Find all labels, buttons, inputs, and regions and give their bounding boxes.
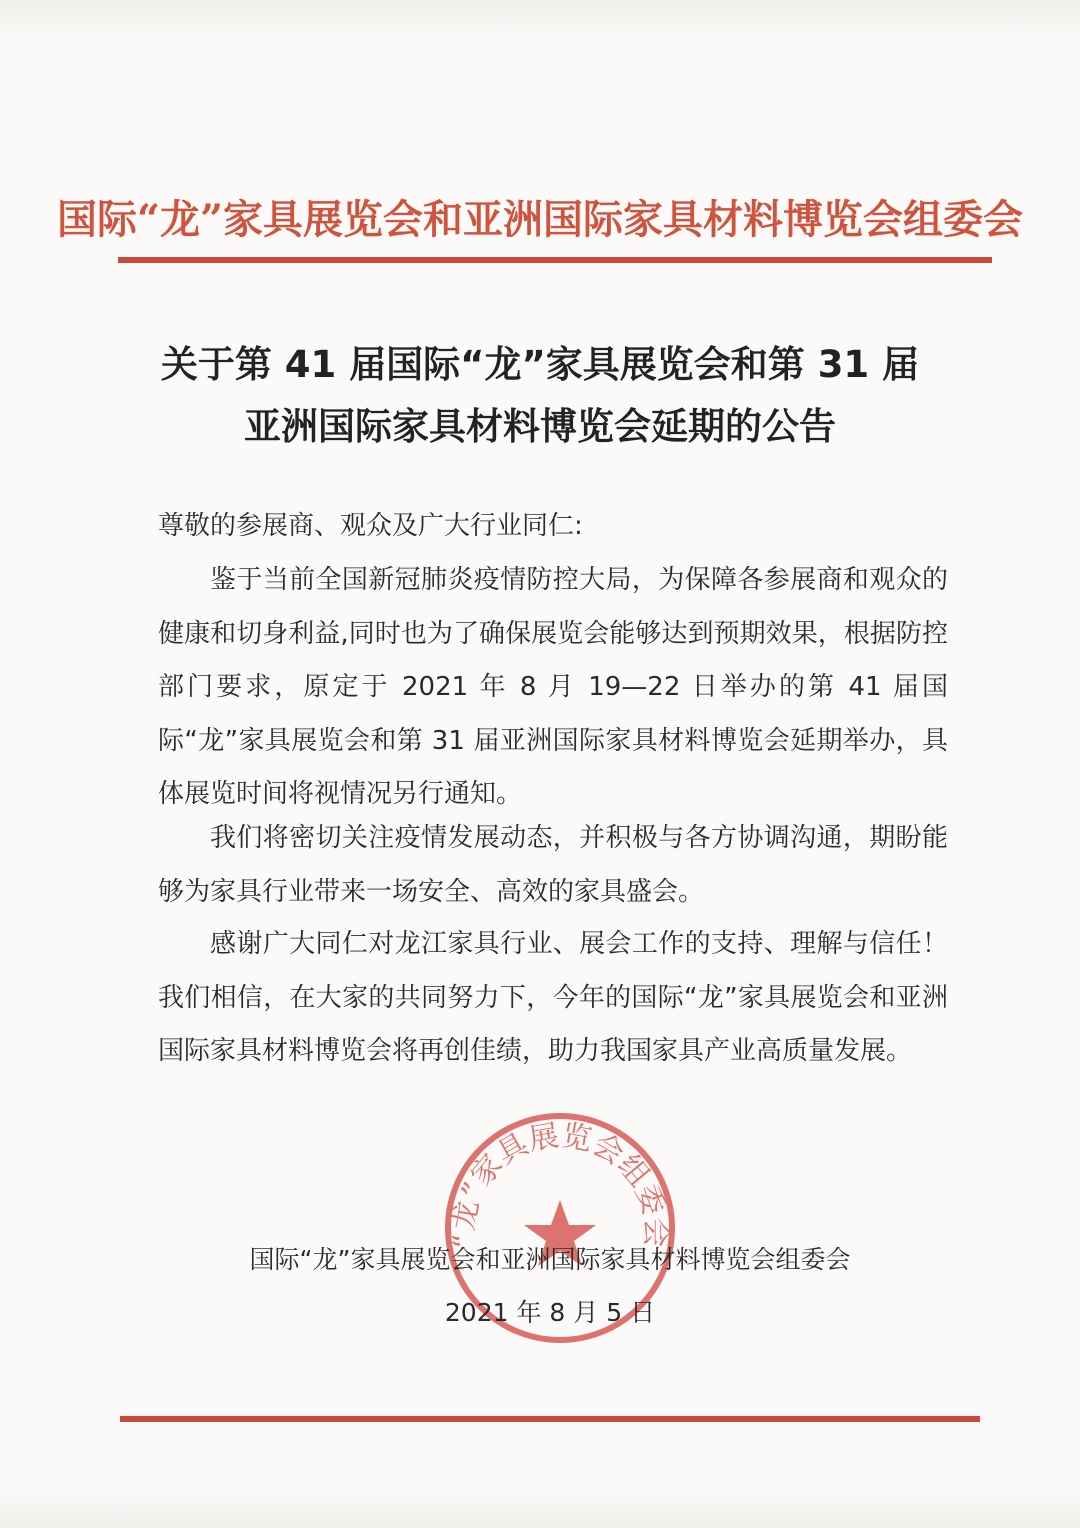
footer-red-rule — [120, 1416, 980, 1422]
letterhead-title: 国际“龙”家具展览会和亚洲国际家具材料博览会组委会 — [56, 196, 1023, 243]
body-paragraph-1: 鉴于当前全国新冠肺炎疫情防控大局，为保障各参展商和观众的健康和切身利益,同时也为了确保展览会能够达到预期效果，根据防控部门要求，原定于 2021 年 8 月 19—22 日举办的第 41 届国际“龙”家具展览会和第 31 届亚洲国际家具材料博览会延期举办，具体展览时间将视情况另行通知。 — [158, 565, 948, 809]
body-paragraph-3: 感谢广大同仁对龙江家具行业、展会工作的支持、理解与信任！我们相信，在大家的共同努力下，今年的国际“龙”家具展览会和亚洲国际家具材料博览会将再创佳绩，助力我国家具产业高质量发展。 — [158, 929, 948, 1066]
seal-text: “龙”家具展览会组委会 — [446, 1118, 674, 1250]
body-paragraph-2: 我们将密切关注疫情发展动态，并积极与各方协调沟通，期盼能够为家具行业带来一场安全、高效的家具盛会。 — [158, 823, 948, 907]
salutation: 尊敬的参展商、观众及广大行业同仁: — [158, 511, 583, 541]
document-title-line-1: 关于第 41 届国际“龙”家具展览会和第 31 届 — [160, 343, 920, 386]
letterhead-red-rule — [118, 257, 992, 263]
signature-date: 2021 年 8 月 5 日 — [444, 1298, 656, 1327]
signature-organization: 国际“龙”家具展览会和亚洲国际家具材料博览会组委会 — [249, 1245, 851, 1274]
document-title-line-2: 亚洲国际家具材料博览会延期的公告 — [244, 405, 836, 448]
